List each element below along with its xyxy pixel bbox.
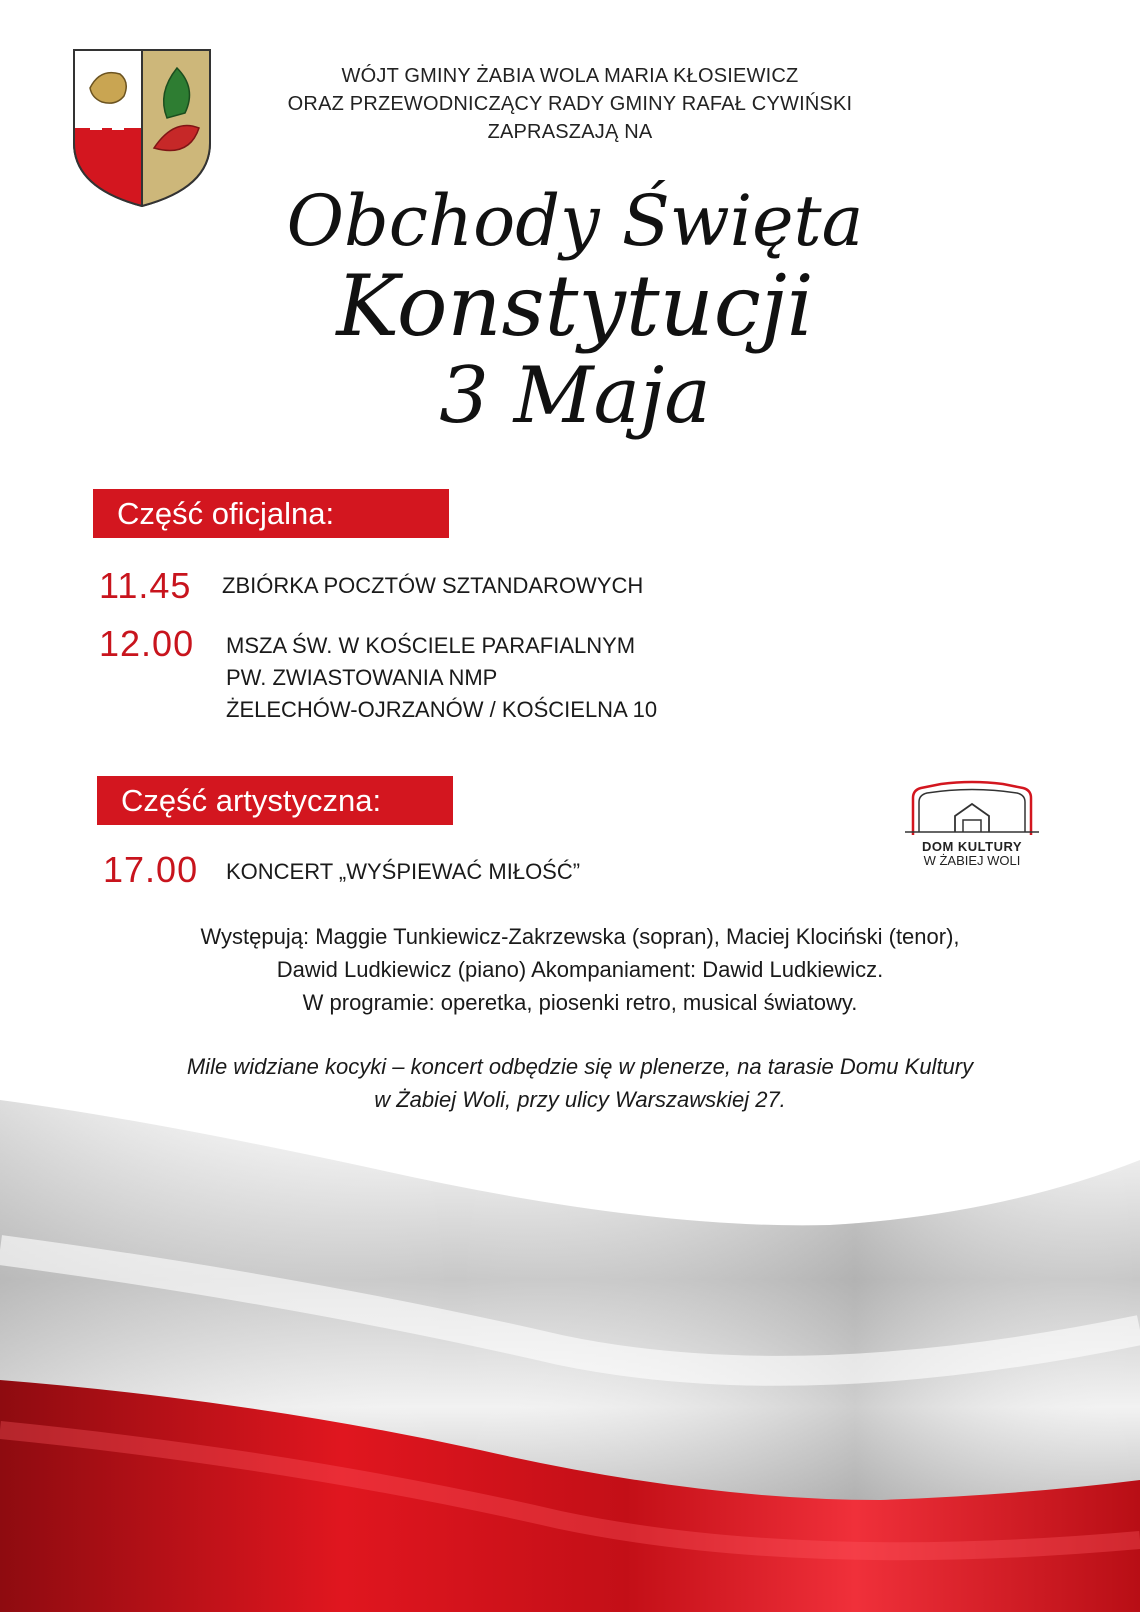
official-item-description (222, 570, 643, 602)
header-line-2: ORAZ PRZEWODNICZĄCY RADY GMINY RAFAŁ CYWIŃSKI (287, 93, 853, 115)
title-line-1: Obchody Święta (286, 180, 864, 262)
polish-flag-wave-icon (0, 1100, 1140, 1612)
official-item-line: ŻELECHÓW-OJRZANÓW / KOŚCIELNA 10 (226, 697, 658, 722)
official-item-line: MSZA ŚW. W KOŚCIELE PARAFIALNYM (226, 633, 636, 658)
performers-line: Występują: Maggie Tunkiewicz-Zakrzewska (sopran), Maciej Klociński (tenor), (200, 924, 960, 949)
performers-text (110, 920, 1050, 1019)
dom-kultury-label (905, 840, 1039, 868)
official-part-heading: Część oficjalna: (93, 489, 449, 538)
official-item-line: ZBIÓRKA POCZTÓW SZTANDAROWYCH (222, 573, 644, 598)
artistic-item-time: 17.00 (103, 849, 199, 890)
header-line-1: WÓJT GMINY ŻABIA WOLA MARIA KŁOSIEWICZ (341, 65, 799, 87)
note-line: w Żabiej Woli, przy ulicy Warszawskiej 27. (374, 1087, 786, 1112)
dom-kultury-line-1: DOM KULTURY (921, 839, 1023, 854)
artistic-item-line: KONCERT „WYŚPIEWAĆ MIŁOŚĆ” (226, 859, 581, 884)
official-item-line: PW. ZWIASTOWANIA NMP (226, 665, 498, 690)
header-line-3: ZAPRASZAJĄ NA (487, 121, 653, 143)
title-line-3: 3 Maja (439, 351, 711, 441)
note-line: Mile widziane kocyki – koncert odbędzie się w plenerze, na tarasie Domu Kultury (186, 1054, 974, 1079)
event-title (230, 180, 920, 442)
dom-kultury-line-2: W ŻABIEJ WOLI (923, 853, 1021, 868)
artistic-item-description (226, 856, 580, 888)
official-item-description (226, 630, 657, 726)
invitation-header (255, 62, 885, 146)
title-line-2: Konstytucji (336, 257, 814, 355)
performers-line: Dawid Ludkiewicz (piano) Akompaniament: Dawid Ludkiewicz. (276, 957, 884, 982)
artistic-part-heading: Część artystyczna: (97, 776, 453, 825)
coat-of-arms-icon (72, 48, 212, 208)
performers-line: W programie: operetka, piosenki retro, musical światowy. (302, 990, 858, 1015)
official-item-time: 12.00 (99, 623, 195, 664)
official-item-time: 11.45 (99, 565, 192, 606)
